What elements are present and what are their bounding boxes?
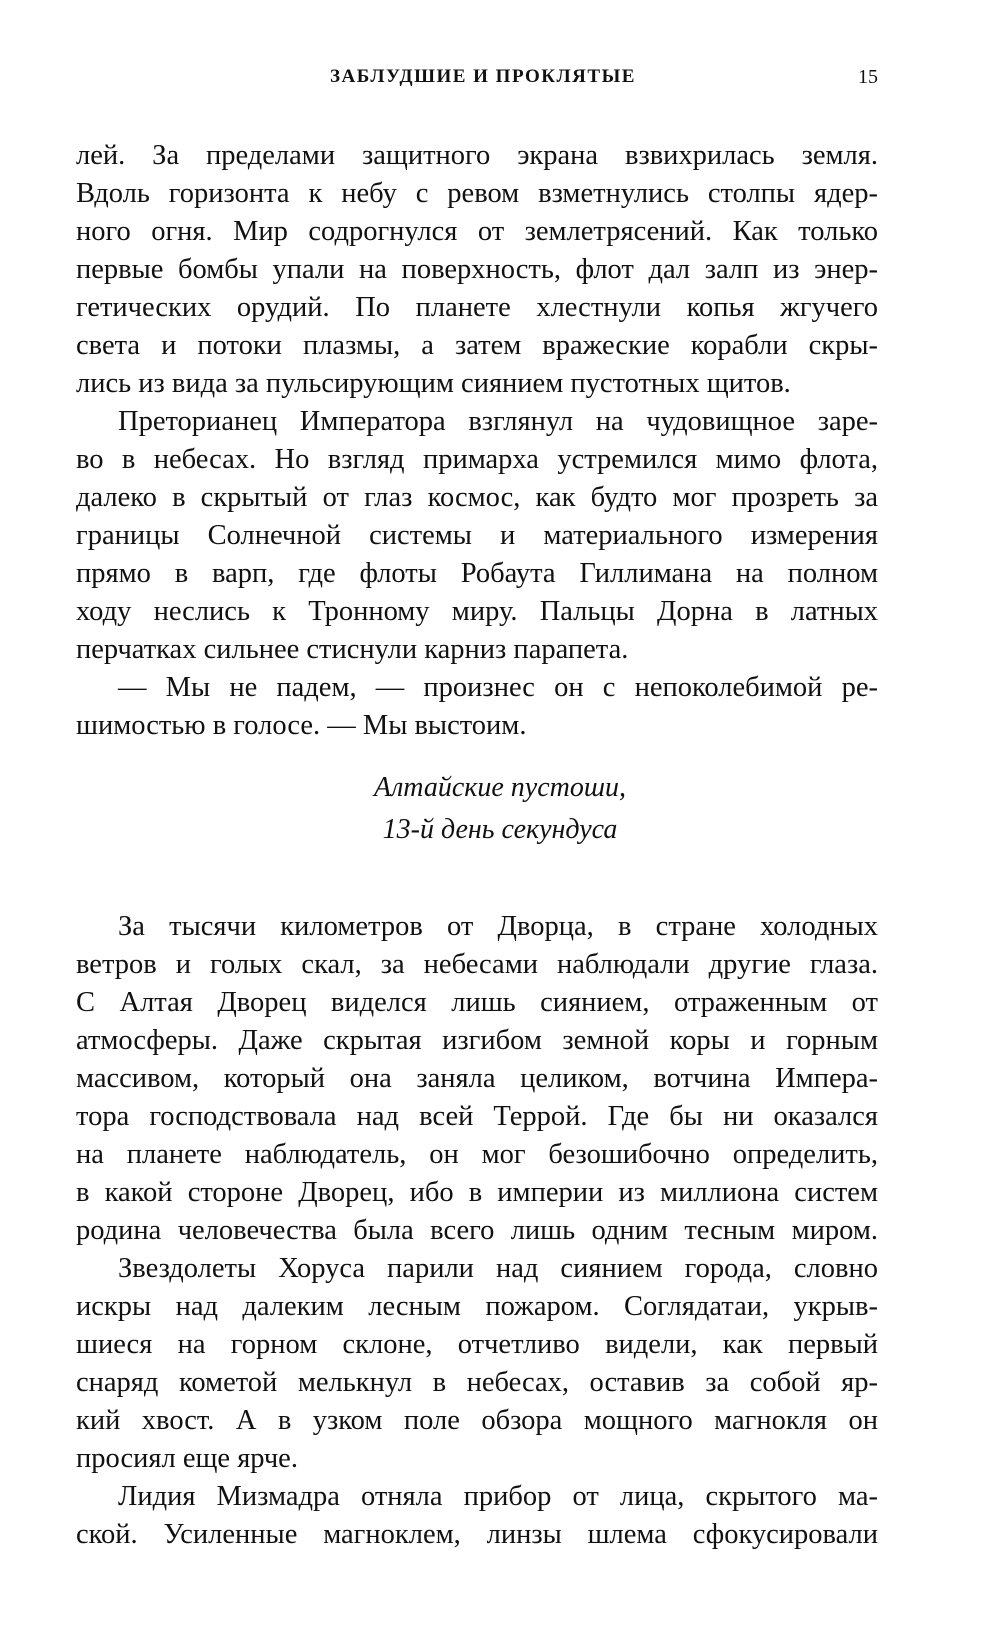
text-line: прямо в варп, где флоты Робаута Гиллимана на полном xyxy=(76,558,878,589)
subheading-place: Алтайские пустоши, xyxy=(373,772,627,803)
text-line: гетических орудий. По планете хлестнули копья жгучего xyxy=(76,292,878,323)
text-line: лей. За пределами защитного экрана взвихрилась земля. xyxy=(76,140,878,171)
text-line: За тысячи километров от Дворца, в стране холодных xyxy=(118,911,878,942)
text-line: искры над далеким лесным пожаром. Соглядатаи, укрыв- xyxy=(76,1291,878,1322)
section-1 xyxy=(76,137,878,745)
text-line: С Алтая Дворец виделся лишь сиянием, отраженным от xyxy=(76,987,878,1018)
text-line: кий хвост. А в узком поле обзора мощного магнокля он xyxy=(76,1405,878,1436)
text-line: шиеся на горном склоне, отчетливо видели, как первый xyxy=(76,1329,878,1360)
paragraph xyxy=(76,403,878,669)
text-line: родина человечества была всего лишь одним тесным миром. xyxy=(76,1215,878,1246)
text-line: перчатках сильнее стиснули карниз парапета. xyxy=(76,634,629,665)
paragraph xyxy=(76,1478,878,1554)
text-line: шимостью в голосе. — Мы выстоим. xyxy=(76,710,527,741)
text-line: снаряд кометой мелькнул в небесах, оставив за собой яр- xyxy=(76,1367,878,1398)
text-line: во в небесах. Но взгляд примарха устремился мимо флота, xyxy=(76,444,878,475)
text-line: ного огня. Мир содрогнулся от землетрясений. Как только xyxy=(76,216,878,247)
subheading-date: 13-й день секундуса xyxy=(382,814,618,845)
paragraph xyxy=(76,669,878,745)
text-line: ходу неслись к Тронному миру. Пальцы Дорна в латных xyxy=(76,596,878,627)
text-line: на планете наблюдатель, он мог безошибочно определить, xyxy=(76,1139,878,1170)
text-line: границы Солнечной системы и материального измерения xyxy=(76,520,878,551)
text-line: Вдоль горизонта к небу с ревом взметнулись столпы ядер- xyxy=(76,178,878,209)
text-line: ветров и голых скал, за небесами наблюдали другие глаза. xyxy=(76,949,878,980)
page-header xyxy=(0,66,1000,96)
section-subheading xyxy=(0,767,1000,851)
paragraph xyxy=(76,1250,878,1478)
text-line: лись из вида за пульсирующим сиянием пустотных щитов. xyxy=(76,368,791,399)
text-line: — Мы не падем, — произнес он с непоколебимой ре- xyxy=(118,672,878,703)
text-line: просиял еще ярче. xyxy=(76,1443,298,1474)
section-2 xyxy=(76,908,878,1554)
text-line: тора господствовала над всей Террой. Где бы ни оказался xyxy=(76,1101,878,1132)
text-line: Лидия Мизмадра отняла прибор от лица, скрытого ма- xyxy=(118,1481,878,1512)
running-title: ЗАБЛУДШИЕ И ПРОКЛЯТЫЕ xyxy=(330,66,636,87)
text-line: далеко в скрытый от глаз космос, как будто мог прозреть за xyxy=(76,482,878,513)
paragraph xyxy=(76,908,878,1250)
text-line: Преторианец Императора взглянул на чудовищное заре- xyxy=(118,406,878,437)
text-line: первые бомбы упали на поверхность, флот дал залп из энер- xyxy=(76,254,878,285)
text-line: в какой стороне Дворец, ибо в империи из миллиона систем xyxy=(76,1177,878,1208)
text-line: света и потоки плазмы, а затем вражеские корабли скры- xyxy=(76,330,878,361)
page-number: 15 xyxy=(858,66,878,88)
text-line: Звездолеты Хоруса парили над сиянием города, словно xyxy=(118,1253,878,1284)
text-line: ской. Усиленные магноклем, линзы шлема сфокусировали xyxy=(76,1519,878,1550)
text-line: массивом, который она заняла целиком, вотчина Импера- xyxy=(76,1063,878,1094)
paragraph xyxy=(76,137,878,403)
text-line: атмосферы. Даже скрытая изгибом земной коры и горным xyxy=(76,1025,878,1056)
